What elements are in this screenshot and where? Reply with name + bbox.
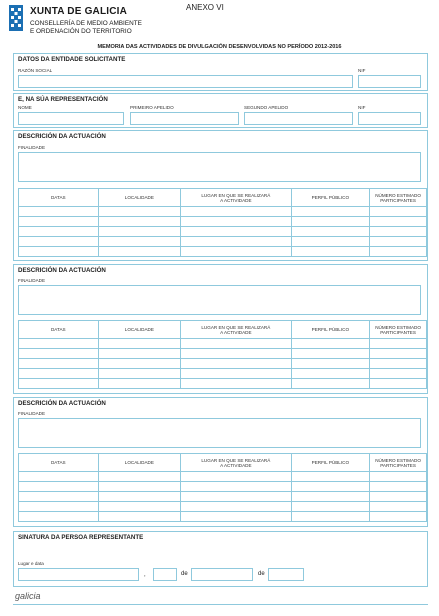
table-header-row <box>19 454 427 472</box>
cell-input[interactable] <box>181 217 291 227</box>
entity-section <box>13 53 428 91</box>
section-title: SINATURA DA PERSOA REPRESENTANTE <box>18 534 144 541</box>
annex-label: ANEXO VI <box>186 3 224 12</box>
cell-input[interactable] <box>98 359 181 369</box>
table-row <box>19 492 427 502</box>
purpose-field[interactable] <box>18 418 421 448</box>
cell-input[interactable] <box>98 492 181 502</box>
cell-input[interactable] <box>98 227 181 237</box>
table-row <box>19 482 427 492</box>
cell-input[interactable] <box>291 482 370 492</box>
surname1-label: PRIMEIRO APELIDO <box>130 105 174 110</box>
cell-input[interactable] <box>98 379 181 389</box>
col-locality: LOCALIDADE <box>98 321 181 339</box>
year-field[interactable] <box>268 568 304 581</box>
cell-input[interactable] <box>181 512 291 522</box>
cell-input[interactable] <box>181 379 291 389</box>
section-title: DESCRICIÓN DA ACTUACIÓN <box>18 267 106 274</box>
cell-input[interactable] <box>19 512 99 522</box>
cell-input[interactable] <box>19 207 99 217</box>
table-row <box>19 237 427 247</box>
place-date-label: Lugar e data <box>18 561 44 566</box>
table-header-row <box>19 189 427 207</box>
cell-input[interactable] <box>19 472 99 482</box>
cell-input[interactable] <box>291 339 370 349</box>
cell-input[interactable] <box>291 349 370 359</box>
col-place: LUGAR EN QUE SE REALIZARÁ A ACTIVIDADE <box>181 321 291 339</box>
footer-divider <box>13 604 428 605</box>
cell-input[interactable] <box>370 472 427 482</box>
cell-input[interactable] <box>19 502 99 512</box>
section-title: DESCRICIÓN DA ACTUACIÓN <box>18 400 106 407</box>
actuation-section-3 <box>13 397 428 527</box>
business-name-label: RAZÓN SOCIAL <box>18 68 53 73</box>
col-locality: LOCALIDADE <box>98 189 181 207</box>
cell-input[interactable] <box>19 492 99 502</box>
col-participants: NÚMERO ESTIMADO PARTICIPANTES <box>370 321 427 339</box>
xunta-emblem-icon <box>9 5 23 31</box>
cell-input[interactable] <box>98 512 181 522</box>
xunta-logo <box>9 5 209 41</box>
purpose-field[interactable] <box>18 285 421 315</box>
first-name-label: NOME <box>18 105 32 110</box>
rep-nif-label: NIF <box>358 105 366 110</box>
col-place: LUGAR EN QUE SE REALIZARÁ A ACTIVIDADE <box>181 189 291 207</box>
col-place: LUGAR EN QUE SE REALIZARÁ A ACTIVIDADE <box>181 454 291 472</box>
cell-input[interactable] <box>19 349 99 359</box>
cell-input[interactable] <box>291 472 370 482</box>
signature-section <box>13 531 428 587</box>
cell-input[interactable] <box>370 359 427 369</box>
cell-input[interactable] <box>19 247 99 257</box>
table-header-row <box>19 321 427 339</box>
cell-input[interactable] <box>370 217 427 227</box>
cell-input[interactable] <box>181 247 291 257</box>
activities-table <box>18 188 427 257</box>
purpose-label: FINALIDADE <box>18 278 46 283</box>
cell-input[interactable] <box>181 359 291 369</box>
surname2-field[interactable] <box>244 112 353 125</box>
cell-input[interactable] <box>370 349 427 359</box>
cell-input[interactable] <box>19 482 99 492</box>
cell-input[interactable] <box>291 207 370 217</box>
col-dates: DATAS <box>19 189 99 207</box>
cell-input[interactable] <box>370 379 427 389</box>
col-dates: DATAS <box>19 321 99 339</box>
cell-input[interactable] <box>181 502 291 512</box>
actuation-section-1 <box>13 130 428 261</box>
first-name-field[interactable] <box>18 112 124 125</box>
cell-input[interactable] <box>370 502 427 512</box>
cell-input[interactable] <box>181 207 291 217</box>
cell-input[interactable] <box>19 217 99 227</box>
cell-input[interactable] <box>98 472 181 482</box>
section-title: DATOS DA ENTIDADE SOLICITANTE <box>18 56 126 63</box>
surname1-field[interactable] <box>130 112 239 125</box>
entity-nif-label: NIF <box>358 68 366 73</box>
cell-input[interactable] <box>181 339 291 349</box>
col-participants: NÚMERO ESTIMADO PARTICIPANTES <box>370 189 427 207</box>
cell-input[interactable] <box>291 359 370 369</box>
cell-input[interactable] <box>98 349 181 359</box>
cell-input[interactable] <box>370 207 427 217</box>
representative-section <box>13 93 428 128</box>
table-row <box>19 339 427 349</box>
cell-input[interactable] <box>181 227 291 237</box>
cell-input[interactable] <box>181 369 291 379</box>
col-audience: PERFIL PÚBLICO <box>291 454 370 472</box>
cell-input[interactable] <box>19 237 99 247</box>
cell-input[interactable] <box>19 369 99 379</box>
cell-input[interactable] <box>370 237 427 247</box>
cell-input[interactable] <box>291 379 370 389</box>
table-row <box>19 512 427 522</box>
cell-input[interactable] <box>181 237 291 247</box>
table-row <box>19 369 427 379</box>
cell-input[interactable] <box>291 512 370 522</box>
cell-input[interactable] <box>291 237 370 247</box>
activities-table <box>18 320 427 389</box>
cell-input[interactable] <box>98 217 181 227</box>
section-title: DESCRICIÓN DA ACTUACIÓN <box>18 133 106 140</box>
day-field[interactable] <box>153 568 177 581</box>
purpose-label: FINALIDADE <box>18 411 46 416</box>
cell-input[interactable] <box>370 227 427 237</box>
dept-line-1: CONSELLERÍA DE MEDIO AMBIENTE <box>30 20 142 27</box>
cell-input[interactable] <box>291 492 370 502</box>
place-field[interactable] <box>18 568 139 581</box>
cell-input[interactable] <box>181 349 291 359</box>
cell-input[interactable] <box>291 247 370 257</box>
actuation-section-2 <box>13 264 428 394</box>
cell-input[interactable] <box>98 369 181 379</box>
de-separator-2: de <box>258 571 265 577</box>
table-row <box>19 207 427 217</box>
table-row <box>19 349 427 359</box>
col-locality: LOCALIDADE <box>98 454 181 472</box>
cell-input[interactable] <box>98 482 181 492</box>
rep-nif-field[interactable] <box>358 112 421 125</box>
table-row <box>19 359 427 369</box>
col-audience: PERFIL PÚBLICO <box>291 189 370 207</box>
de-separator-1: de <box>181 571 188 577</box>
col-audience: PERFIL PÚBLICO <box>291 321 370 339</box>
cell-input[interactable] <box>370 339 427 349</box>
cell-input[interactable] <box>291 217 370 227</box>
cell-input[interactable] <box>98 247 181 257</box>
cell-input[interactable] <box>181 482 291 492</box>
table-row <box>19 247 427 257</box>
cell-input[interactable] <box>19 379 99 389</box>
org-name: XUNTA DE GALICIA <box>30 6 128 17</box>
cell-input[interactable] <box>181 492 291 502</box>
cell-input[interactable] <box>98 207 181 217</box>
table-row <box>19 379 427 389</box>
cell-input[interactable] <box>98 339 181 349</box>
cell-input[interactable] <box>98 237 181 247</box>
document-title: MEMORIA DAS ACTIVIDADES DE DIVULGACIÓN DESENVOLVIDAS NO PERÍODO 2012-2016 <box>97 44 342 50</box>
cell-input[interactable] <box>370 247 427 257</box>
col-participants: NÚMERO ESTIMADO PARTICIPANTES <box>370 454 427 472</box>
table-row <box>19 227 427 237</box>
cell-input[interactable] <box>19 339 99 349</box>
cell-input[interactable] <box>370 492 427 502</box>
purpose-field[interactable] <box>18 152 421 182</box>
cell-input[interactable] <box>19 227 99 237</box>
cell-input[interactable] <box>291 369 370 379</box>
cell-input[interactable] <box>181 472 291 482</box>
galicia-logo: galicia <box>15 591 41 601</box>
table-row <box>19 472 427 482</box>
cell-input[interactable] <box>370 482 427 492</box>
table-row <box>19 502 427 512</box>
comma-separator: , <box>144 572 146 578</box>
cell-input[interactable] <box>370 369 427 379</box>
month-field[interactable] <box>191 568 253 581</box>
cell-input[interactable] <box>19 359 99 369</box>
section-title: E, NA SÚA REPRESENTACIÓN <box>18 96 108 103</box>
purpose-label: FINALIDADE <box>18 145 46 150</box>
col-dates: DATAS <box>19 454 99 472</box>
table-row <box>19 217 427 227</box>
entity-nif-field[interactable] <box>358 75 421 88</box>
dept-line-2: E ORDENACIÓN DO TERRITORIO <box>30 28 132 35</box>
cell-input[interactable] <box>370 512 427 522</box>
cell-input[interactable] <box>98 502 181 512</box>
business-name-field[interactable] <box>18 75 353 88</box>
surname2-label: SEGUNDO APELIDO <box>244 105 289 110</box>
activities-table <box>18 453 427 522</box>
cell-input[interactable] <box>291 227 370 237</box>
cell-input[interactable] <box>291 502 370 512</box>
